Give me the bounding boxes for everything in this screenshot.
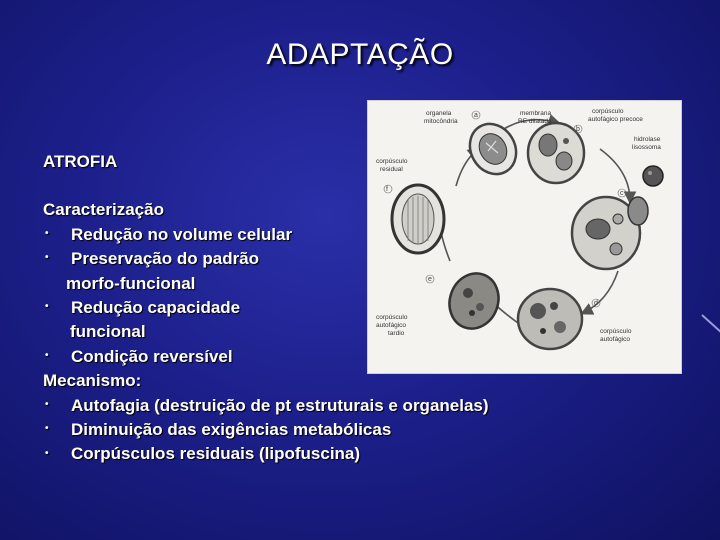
list-item-text: Preservação do padrão xyxy=(71,249,260,269)
step-letter-b: b xyxy=(576,126,580,133)
stage-d-vacuole xyxy=(518,289,582,349)
stage-c-vacuole xyxy=(572,197,648,269)
autophagy-diagram xyxy=(367,100,682,374)
label-corpusculo-residual: corpúsculo xyxy=(376,158,408,165)
list-item-text: Redução capacidade xyxy=(71,297,241,317)
stage-a-vacuole xyxy=(461,115,525,182)
label-lisossoma: lisossoma xyxy=(632,144,661,151)
list-item-text: Redução no volume celular xyxy=(71,224,293,244)
bullet-icon: • xyxy=(45,447,49,459)
list-item xyxy=(43,442,683,466)
list-item-text: Autofagia (destruição de pt estruturais e organelas) xyxy=(71,395,489,415)
decorative-line xyxy=(701,314,720,336)
bullet-icon: • xyxy=(45,350,49,362)
bullet-icon: • xyxy=(45,228,49,240)
label-autofagico-tardio: autofágico xyxy=(376,322,406,329)
step-letter-c: c xyxy=(620,190,624,197)
cycle-arrow xyxy=(583,271,618,313)
bullet-icon: • xyxy=(45,398,49,410)
label-hidrolase: hidrolase xyxy=(634,136,661,143)
label-membrana: membrana xyxy=(520,110,552,117)
step-letter-f: f xyxy=(386,186,388,193)
cycle-arrow xyxy=(600,149,630,201)
label-corpusculo-tardio: corpúsculo xyxy=(376,314,408,321)
label-corpusculo-precoce: corpúsculo xyxy=(592,108,624,115)
bullet-icon: • xyxy=(45,301,49,313)
caracterizacao-heading: Caracterização xyxy=(43,200,164,220)
mecanismo-heading: Mecanismo: xyxy=(43,371,142,391)
label-autofagico-precoce: autofágico precoce xyxy=(588,116,643,123)
lysosome-icon xyxy=(643,166,663,186)
list-item-text: Diminuição das exigências metabólicas xyxy=(71,419,392,439)
list-item-text: Condição reversível xyxy=(71,346,233,366)
label-organela: organela xyxy=(426,110,452,117)
label-re: RE dilatada xyxy=(518,118,552,125)
list-item xyxy=(43,418,683,442)
label-residual: residual xyxy=(380,166,403,173)
step-letter-a: a xyxy=(474,112,478,119)
label-tardio: tardio xyxy=(388,330,405,337)
bullet-icon: • xyxy=(45,423,49,435)
label-mitocondria: mitocôndria xyxy=(424,118,458,125)
list-item-continuation: morfo-funcional xyxy=(66,273,196,293)
label-corpusculo-d: corpúsculo xyxy=(600,328,632,335)
slide-title: ADAPTAÇÃO xyxy=(266,38,454,71)
section-heading: ATROFIA xyxy=(43,152,118,171)
list-item-continuation: funcional xyxy=(70,322,146,342)
list-item-text: Corpúsculos residuais (lipofuscina) xyxy=(71,444,361,464)
list-item xyxy=(43,394,683,418)
bullet-icon: • xyxy=(45,252,49,264)
step-letter-d: d xyxy=(594,300,598,307)
stage-f-residual-body xyxy=(392,185,444,253)
label-autofagico-d: autofágico xyxy=(600,336,630,343)
step-letter-e: e xyxy=(428,276,432,283)
stage-e-vacuole xyxy=(442,266,506,335)
autophagy-diagram-svg xyxy=(368,101,681,373)
